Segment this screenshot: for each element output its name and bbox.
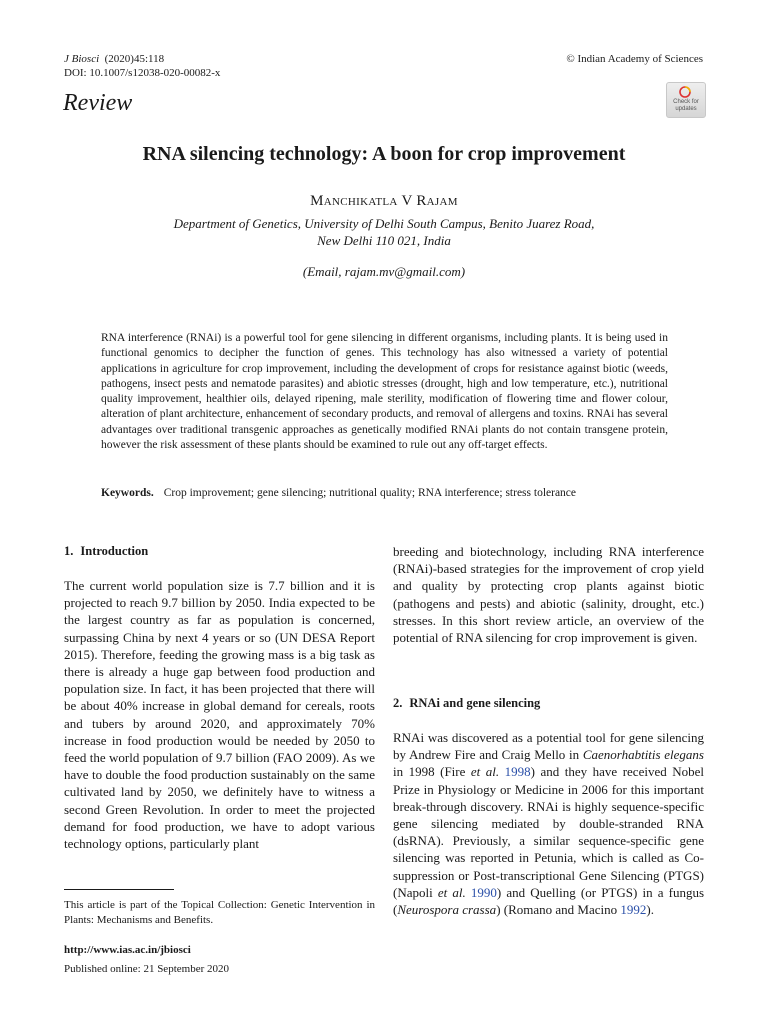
citation-link[interactable]: 1990 — [470, 884, 497, 900]
section-number: 1. — [64, 544, 74, 558]
rnai-paragraph — [393, 729, 704, 918]
text-run: ) and Quelling (or PTGS) in a fungus ( — [393, 884, 705, 918]
text-run: ). — [646, 902, 654, 918]
check-for-updates-badge[interactable] — [666, 82, 706, 118]
check-updates-icon — [679, 86, 691, 98]
text-run: ) (Romano and Macino — [496, 902, 621, 918]
affiliation-line1: Department of Genetics, University of Delhi South Campus, Benito Juarez Road, — [173, 216, 595, 231]
introduction-continued-paragraph: breeding and biotechnology, including RNA interference (RNAi)-based strategies for the improvement of crop yield and quality by protecting crop plants against biotic (pathogens and pests) and abiotic (salinity, drought, etc.) stresses. In this short review article, an overview of the potential of RNA silencing for crop improvement is given. — [393, 544, 704, 646]
text-run: ) and they have received Nobel Prize in Physiology or Medicine in 2006 for this important break-through discovery. RNAi is highly sequence-specific gene silencing mediated by double-stranded RNA (dsRNA). Previously, a similar sequence-specific gene silencing was reported in Petunia, which is called as Co-suppression or Post-transcriptional Gene Silencing (PTGS) (Napoli — [393, 764, 705, 900]
et-al: et al. — [470, 764, 500, 780]
citation-link[interactable]: 1998 — [504, 764, 531, 780]
et-al: et al. — [437, 884, 466, 900]
introduction-paragraph: The current world population size is 7.7 billion and it is projected to reach 9.7 billion by 2050. India expected to be the largest country as far as population is concerned, surpassing China by next 4 years or so (UN DESA Report 2015). Therefore, feeding the growing mass is a big task as there is already a huge gap between food production and population size. In fact, it has been projected that there will be about 40% increase in global demand for cereals, roots and tubers by around 2020, and approximately 70% increase in food production would be needed by 2050 to feed the world population of 9.7 billion (FAO 2009). As we have to double the food production sustainably on the same cultivated land by 2050, we definitely have to witness a second Green Revolution. In order to meet the projected demand for food production, we have to adopt various technology options, particularly plant — [64, 578, 375, 852]
citation-link[interactable]: 1992 — [620, 902, 647, 918]
section-heading-rnai — [393, 695, 540, 712]
paper-title: RNA silencing technology: A boon for crop improvement — [142, 143, 626, 165]
journal-url[interactable]: http://www.ias.ac.in/jbiosci — [64, 944, 191, 956]
published-date: Published online: 21 September 2020 — [64, 963, 229, 975]
footnote-divider — [64, 889, 174, 890]
text-run: RNAi was discovered as a potential tool for gene silencing by Andrew Fire and Craig Mello in — [393, 730, 704, 763]
doi: DOI: 10.1007/s12038-020-00082-x — [64, 67, 221, 79]
keywords-label: Keywords. — [101, 487, 154, 499]
author-email[interactable]: (Email, rajam.mv@gmail.com) — [302, 264, 466, 279]
author-name: Manchikatla V Rajam — [310, 193, 458, 209]
copyright: © Indian Academy of Sciences — [566, 53, 703, 65]
journal-citation — [64, 52, 164, 66]
abstract: RNA interference (RNAi) is a powerful tool for gene silencing in different organisms, including plants. It is being used in functional genomics to decipher the function of genes. This technology has also witnessed a variety of potential applications in agriculture for crop improvement, including the development of crops for resistance against biotic (weeds, pathogens, insect pests and nematode parasites) and abiotic stresses (drought, high and low temperature, etc.), nutritional quality improvement, healthier oils, delayed ripening, male sterility, modification of flowering time and flower colour, alteration of plant architecture, enhancement of secondary products, and removal of allergens and toxins. RNAi has several advantages over traditional transgenic approaches as genetically modified RNAi plants do not contain transgene protein, however the risk assessment of these plants should be examined to rule out any off-target effects. — [101, 332, 668, 452]
affiliation-line2: New Delhi 110 021, India — [317, 233, 451, 248]
keywords-list: Crop improvement; gene silencing; nutritional quality; RNA interference; stress tolerance — [163, 487, 577, 499]
journal-volume: (2020)45:118 — [104, 53, 165, 65]
text-run: in 1998 (Fire — [393, 764, 471, 780]
badge-line2: updates — [675, 106, 697, 112]
section-type: Review — [63, 90, 133, 116]
badge-text — [667, 99, 705, 113]
section-number: 2. — [393, 696, 403, 710]
species-name: Neurospora crassa — [397, 902, 497, 918]
section-title: RNAi and gene silencing — [409, 696, 541, 710]
species-name: Caenorhabtitis elegans — [582, 747, 704, 763]
badge-line1: Check for — [673, 99, 699, 105]
journal-name: J Biosci — [64, 53, 100, 65]
footnote: This article is part of the Topical Collection: Genetic Intervention in Plants: Mechanisms and Benefits. — [64, 899, 375, 926]
section-title: Introduction — [80, 544, 149, 558]
section-heading-introduction — [64, 543, 148, 560]
keywords — [101, 486, 681, 501]
